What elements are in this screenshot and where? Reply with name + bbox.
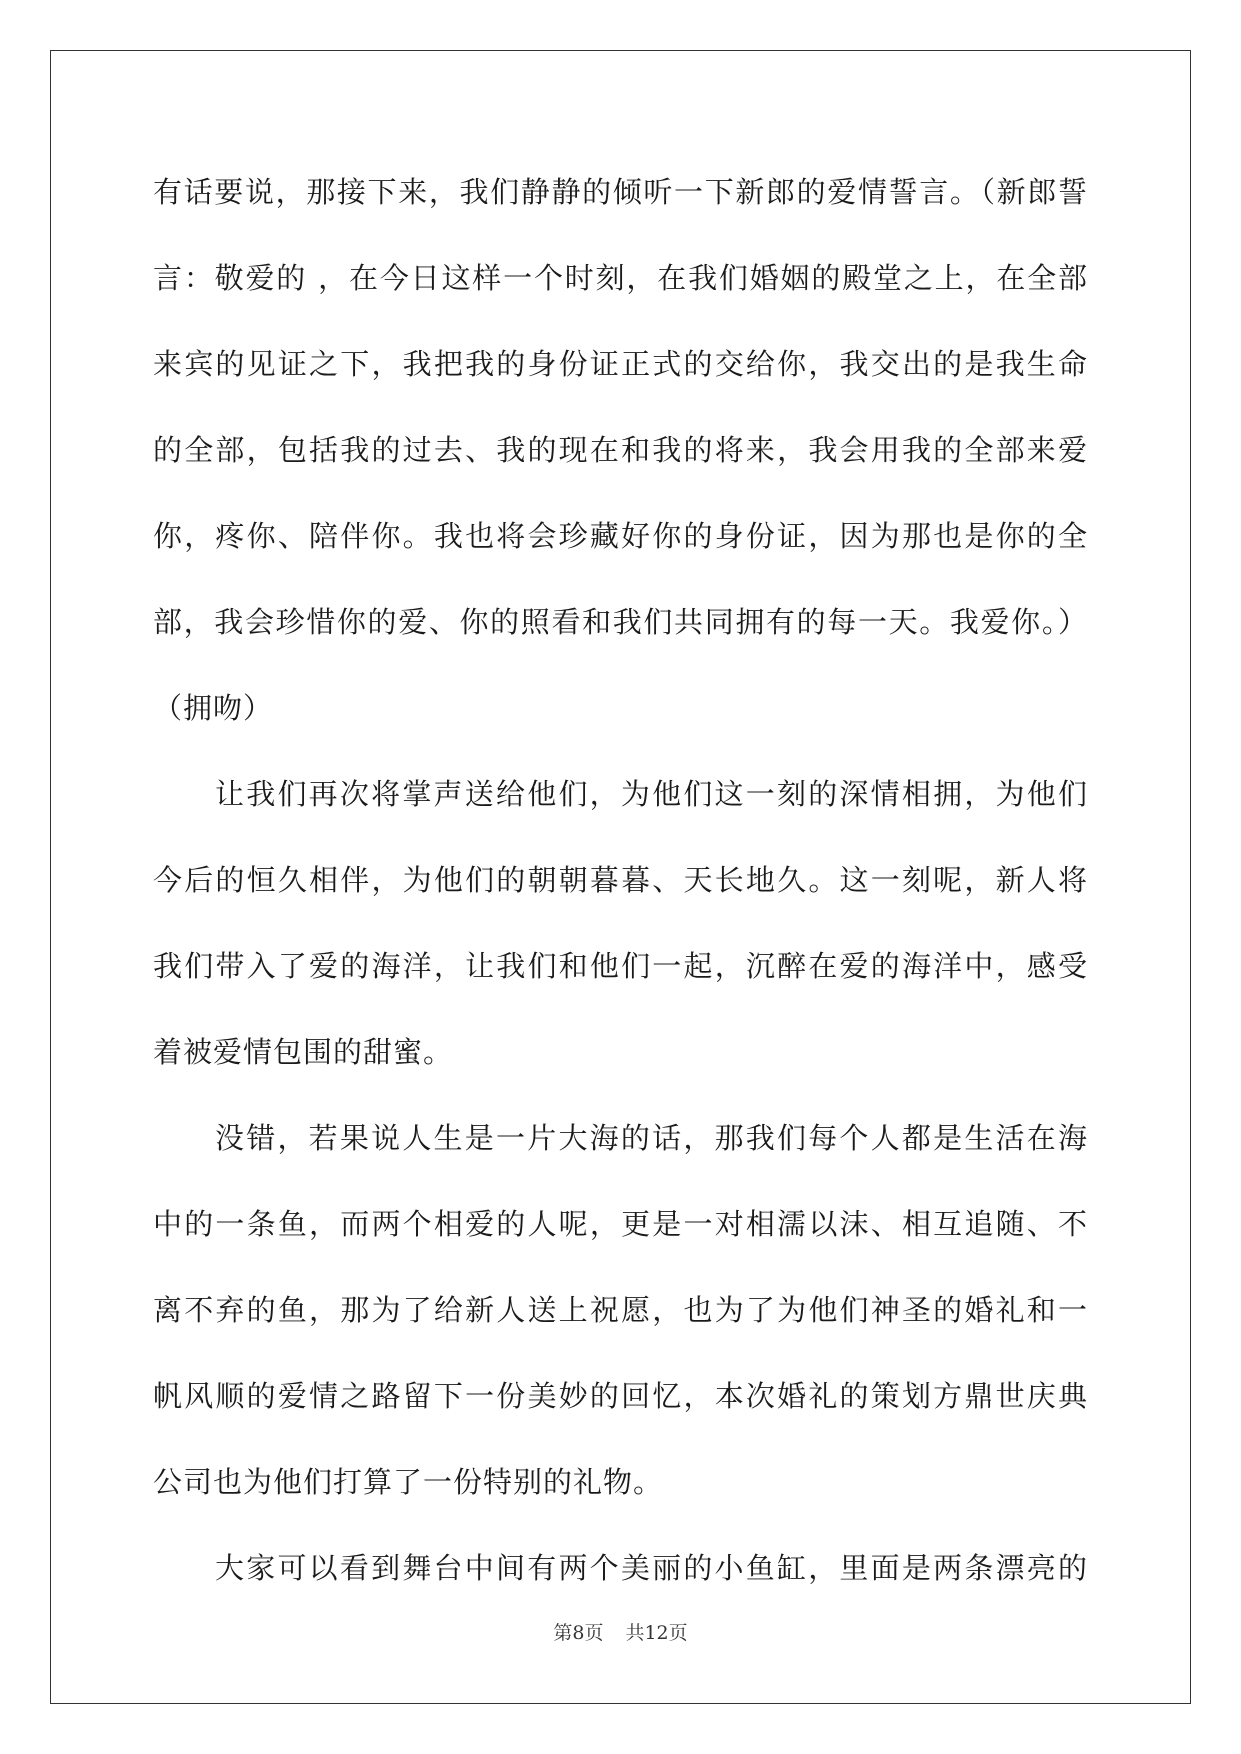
text-line: 离不弃的鱼，那为了给新人送上祝愿，也为了为他们神圣的婚礼和一 [153,1293,1088,1327]
paragraph-first-line: 大家可以看到舞台中间有两个美丽的小鱼缸，里面是两条漂亮的 [215,1551,1088,1585]
text-line: 中的一条鱼，而两个相爱的人呢，更是一对相濡以沫、相互追随、不 [153,1207,1088,1241]
text-line: （拥吻） [153,691,274,725]
text-line: 着被爱情包围的甜蜜。 [153,1035,454,1069]
page-total: 共12页 [625,1622,688,1644]
text-line: 你，疼你、陪伴你。我也将会珍藏好你的身份证，因为那也是你的全 [153,519,1088,553]
text-line: 公司也为他们打算了一份特别的礼物。 [153,1465,664,1499]
text-line: 我们带入了爱的海洋，让我们和他们一起，沉醉在爱的海洋中，感受 [153,949,1088,983]
text-line: 的全部，包括我的过去、我的现在和我的将来，我会用我的全部来爱 [153,433,1088,467]
text-line: 帆风顺的爱情之路留下一份美妙的回忆，本次婚礼的策划方鼎世庆典 [153,1379,1088,1413]
document-body [153,160,1088,1622]
page-number: 第8页 [553,1622,604,1644]
page-footer [0,1618,1241,1645]
text-line: 来宾的见证之下，我把我的身份证正式的交给你，我交出的是我生命 [153,347,1088,381]
text-line: 今后的恒久相伴，为他们的朝朝暮暮、天长地久。这一刻呢，新人将 [153,863,1088,897]
text-line: 言：敬爱的 ，在今日这样一个时刻，在我们婚姻的殿堂之上，在全部 [153,261,1088,295]
text-line: 部，我会珍惜你的爱、你的照看和我们共同拥有的每一天。我爱你。） [153,605,1088,639]
paragraph-first-line: 没错，若果说人生是一片大海的话，那我们每个人都是生活在海 [215,1121,1088,1155]
paragraph-first-line: 让我们再次将掌声送给他们，为他们这一刻的深情相拥，为他们 [215,777,1088,811]
text-line: 有话要说，那接下来，我们静静的倾听一下新郎的爱情誓言。（新郎誓 [153,175,1088,209]
